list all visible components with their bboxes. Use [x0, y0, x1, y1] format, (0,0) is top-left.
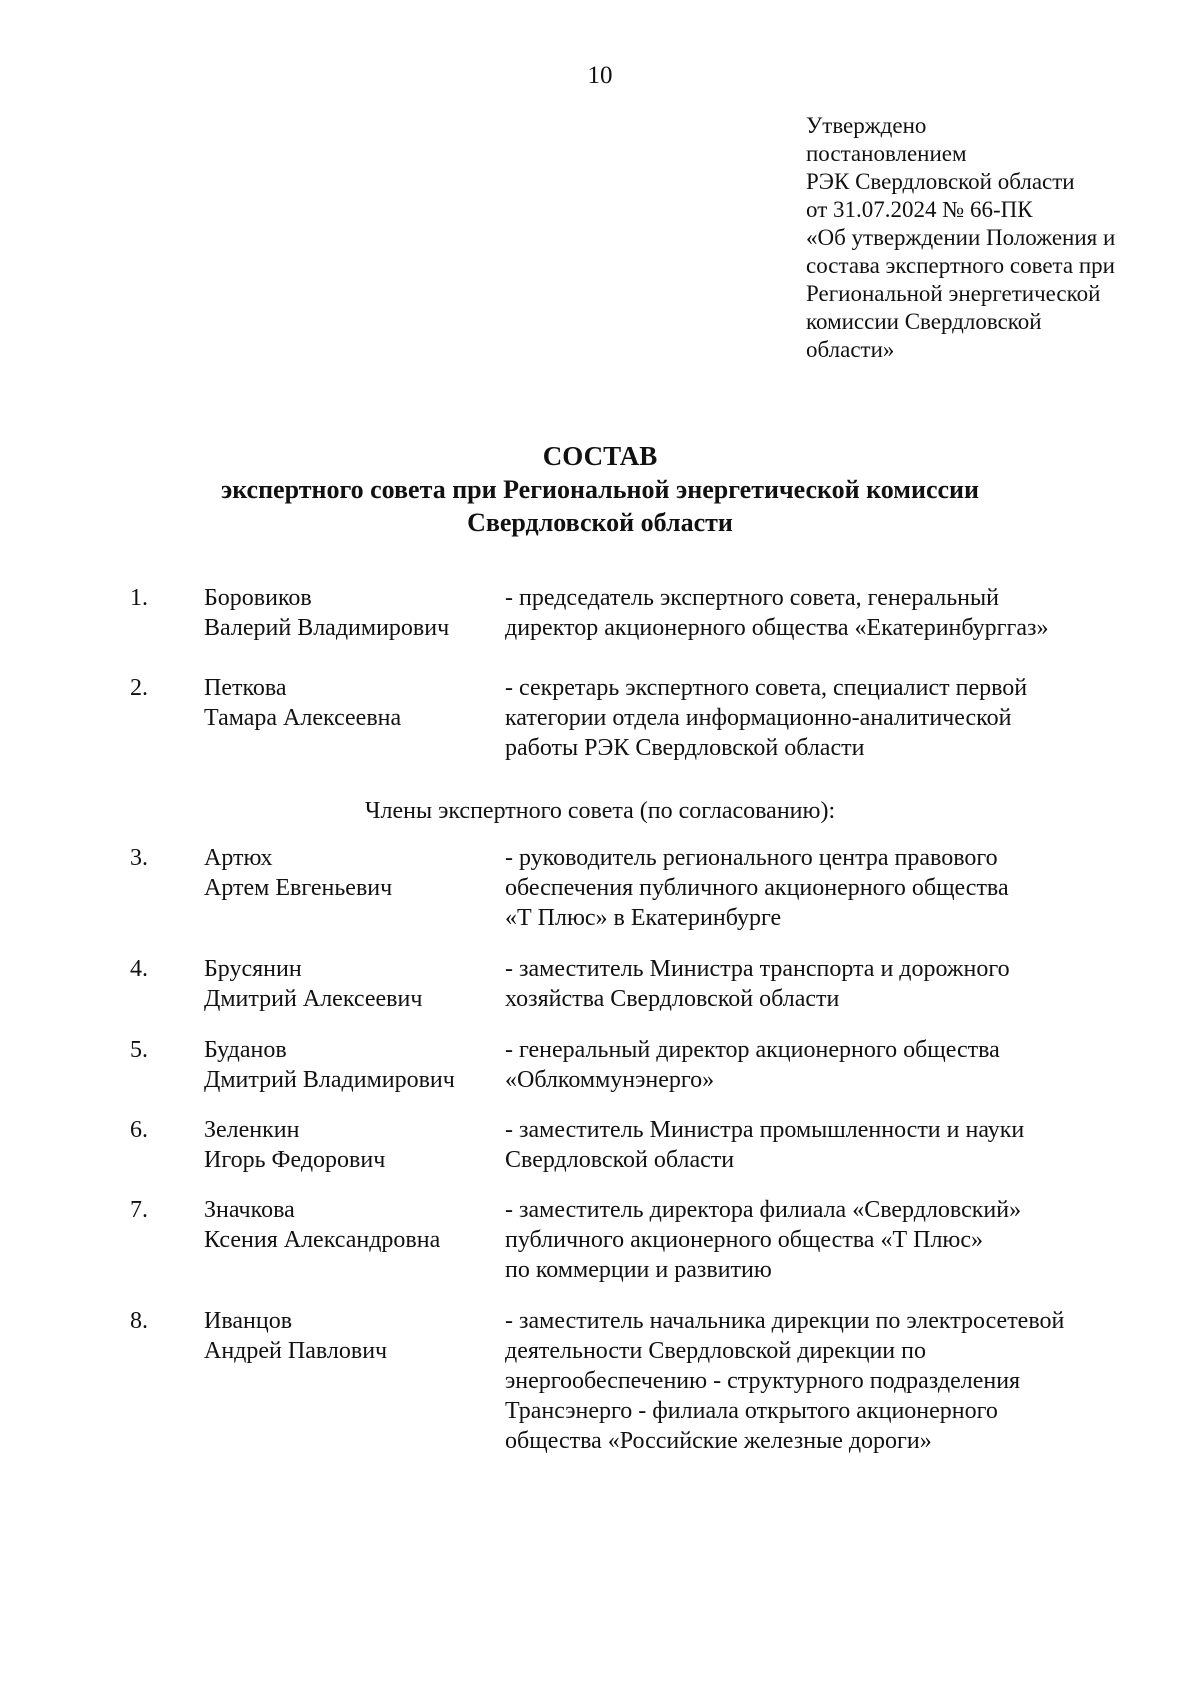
approval-line: постановлением: [806, 141, 967, 166]
role-line: - заместитель директора филиала «Свердловский»: [505, 1197, 1022, 1223]
role-line: по коммерции и развитию: [505, 1257, 772, 1283]
member-given-names: Артем Евгеньевич: [204, 875, 393, 901]
item-number: 4.: [130, 956, 148, 982]
member-surname: Буданов: [204, 1037, 287, 1063]
member-role: [505, 1195, 1021, 1285]
approval-line: области»: [806, 337, 895, 362]
item-number: 3.: [130, 845, 148, 871]
member-role: [505, 954, 1010, 1014]
member-role: [505, 843, 1009, 933]
role-line: - руководитель регионального центра правового: [505, 845, 998, 871]
role-line: категории отдела информационно-аналитической: [505, 705, 1012, 731]
item-number: 8.: [130, 1308, 148, 1334]
role-line: публичного акционерного общества «Т Плюс»: [505, 1227, 984, 1253]
member-name: [204, 1115, 385, 1175]
role-line: - секретарь экспертного совета, специалист первой: [505, 675, 1028, 701]
member-given-names: Ксения Александровна: [204, 1227, 441, 1253]
member-given-names: Валерий Владимирович: [204, 615, 450, 641]
member-role: [505, 583, 1049, 643]
members-heading: Члены экспертного совета (по согласованию):: [364, 798, 836, 824]
member-name: [204, 1035, 455, 1095]
page-number: 10: [587, 62, 613, 89]
member-role: [505, 673, 1027, 763]
role-line: деятельности Свердловской дирекции по: [505, 1338, 926, 1364]
approval-line: от 31.07.2024 № 66-ПК: [806, 197, 1033, 222]
member-surname: Иванцов: [204, 1308, 293, 1334]
role-line: работы РЭК Свердловской области: [505, 735, 865, 761]
document-title: [0, 440, 1200, 539]
role-line: хозяйства Свердловской области: [505, 986, 840, 1012]
member-name: [204, 673, 401, 733]
member-surname: Значкова: [204, 1197, 295, 1223]
role-line: энергообеспечению - структурного подразделения: [505, 1368, 1021, 1394]
member-surname: Петкова: [204, 675, 287, 701]
member-role: [505, 1035, 1000, 1095]
role-line: - председатель экспертного совета, генеральный: [505, 585, 999, 611]
role-line: общества «Российские железные дороги»: [505, 1428, 932, 1454]
approval-line: РЭК Свердловской области: [806, 169, 1075, 194]
item-number: 7.: [130, 1197, 148, 1223]
role-line: «Т Плюс» в Екатеринбурге: [505, 905, 782, 931]
item-number: 5.: [130, 1037, 148, 1063]
member-role: [505, 1306, 1064, 1456]
member-surname: Брусянин: [204, 956, 302, 982]
member-surname: Артюх: [204, 845, 273, 871]
approval-stamp: [806, 112, 1166, 364]
role-line: директор акционерного общества «Екатеринбурггаз»: [505, 615, 1049, 641]
member-given-names: Дмитрий Алексеевич: [204, 986, 423, 1012]
item-number: 6.: [130, 1117, 148, 1143]
role-line: - заместитель Министра транспорта и дорожного: [505, 956, 1010, 982]
approval-line: Утверждено: [806, 113, 927, 138]
member-given-names: Дмитрий Владимирович: [204, 1067, 455, 1093]
member-surname: Боровиков: [204, 585, 312, 611]
member-name: [204, 1195, 440, 1255]
approval-line: состава экспертного совета при: [806, 253, 1115, 278]
approval-line: комиссии Свердловской: [806, 309, 1042, 334]
approval-line: Региональной энергетической: [806, 281, 1101, 306]
role-line: - заместитель Министра промышленности и науки: [505, 1117, 1025, 1143]
title-line: экспертного совета при Региональной энергетической комиссии: [220, 475, 980, 504]
role-line: Трансэнерго - филиала открытого акционерного: [505, 1398, 998, 1424]
role-line: - заместитель начальника дирекции по электросетевой: [505, 1308, 1065, 1334]
role-line: Свердловской области: [505, 1147, 735, 1173]
title-line: Свердловской области: [467, 508, 733, 537]
member-name: [204, 954, 422, 1014]
item-number: 1.: [130, 585, 148, 611]
member-given-names: Андрей Павлович: [204, 1338, 388, 1364]
role-line: «Облкоммунэнерго»: [505, 1067, 715, 1093]
role-line: - генеральный директор акционерного общества: [505, 1037, 1000, 1063]
item-number: 2.: [130, 675, 148, 701]
member-name: [204, 1306, 387, 1366]
member-given-names: Тамара Алексеевна: [204, 705, 402, 731]
member-given-names: Игорь Федорович: [204, 1147, 386, 1173]
approval-line: «Об утверждении Положения и: [806, 225, 1116, 250]
role-line: обеспечения публичного акционерного общества: [505, 875, 1009, 901]
member-role: [505, 1115, 1024, 1175]
title-main: СОСТАВ: [542, 441, 658, 471]
member-name: [204, 583, 449, 643]
member-surname: Зеленкин: [204, 1117, 300, 1143]
member-name: [204, 843, 392, 903]
